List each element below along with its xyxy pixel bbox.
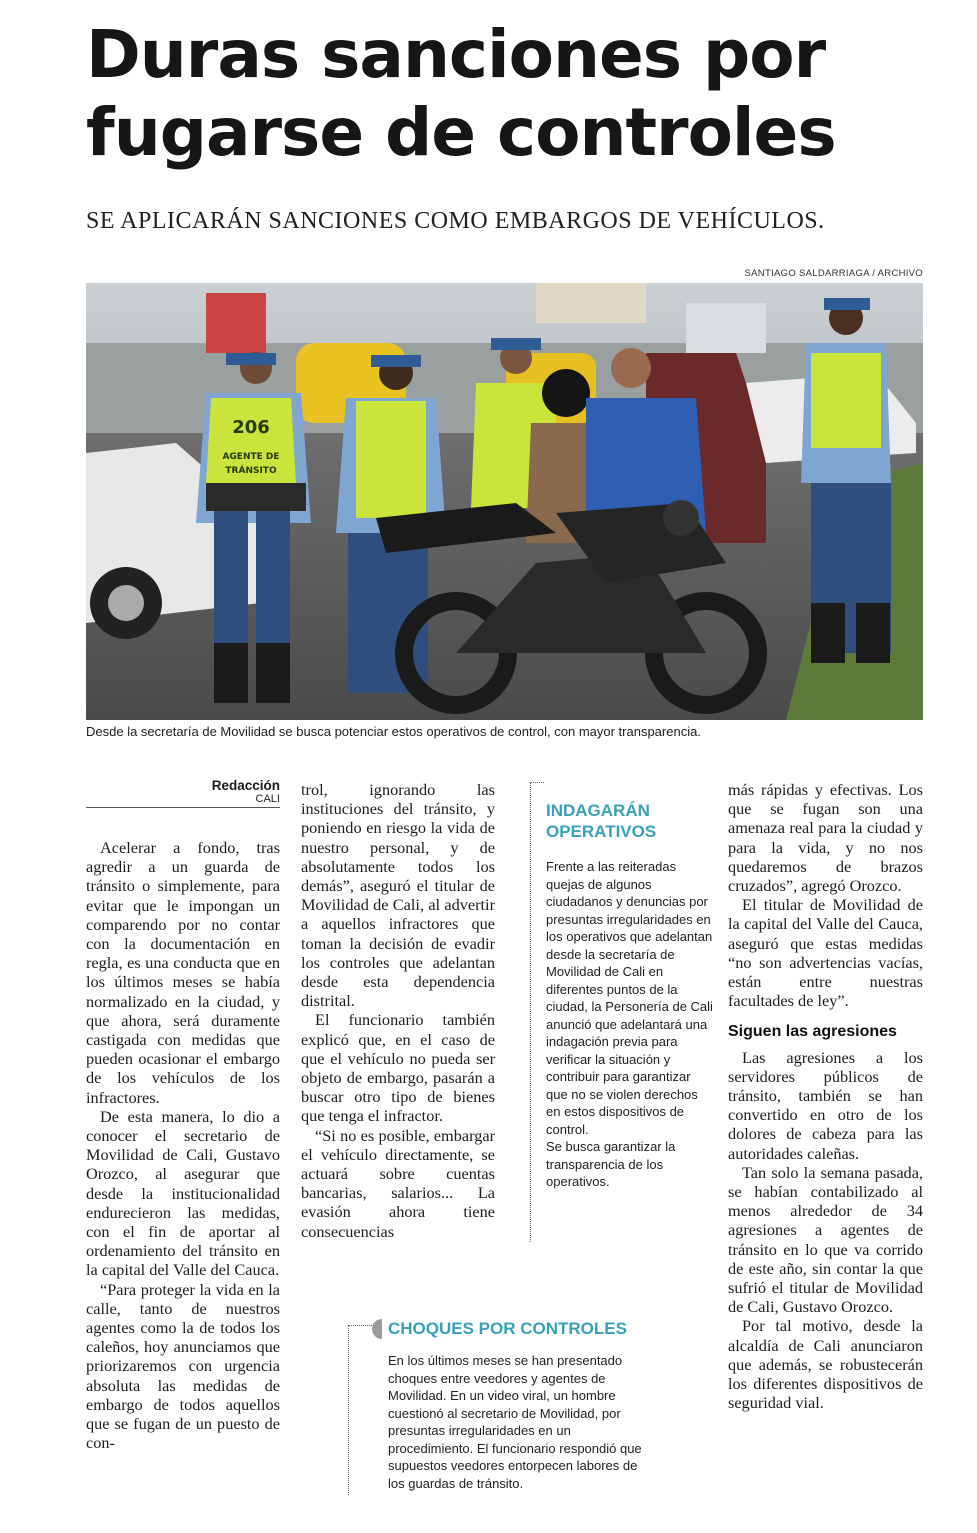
box-divider xyxy=(530,782,544,783)
byline xyxy=(86,778,280,808)
headline-line-2: fugarse de controles xyxy=(86,94,836,171)
sidebar-title-line-2: OPERATIVOS xyxy=(546,822,657,841)
sidebar-paragraph: Frente a las reiteradas quejas de algunos ciudadanos y denuncias por presuntas irregularidades en los operativos que adelantan desde la secretaría de Movilidad de Cali en diferentes puntos de la ciudad, la Personería de Cali anunció que adelantará una indagación previa para verificar la situación y contribuir para garantizar que no se violen derechos en estos dispositivos de control. xyxy=(546,859,713,1137)
article-paragraph: “Si no es posible, embargar el vehículo directamente, se actuará sobre cuentas bancarias, salarios... La evasión ahora tiene consecuencias xyxy=(301,1125,495,1241)
article-paragraph: Por tal motivo, desde la alcaldía de Cali anunciaron que además, se robustecerán los diferentes dispositivos de seguridad vial. xyxy=(728,1316,923,1413)
sidebar-indagaran-text xyxy=(546,858,714,1191)
article-paragraph: De esta manera, lo dio a conocer el secretario de Movilidad de Cali, Gustavo Orozco, al asegurar que desde la institucionalidad endurecieron las medidas, con el fin de aportar al ordenamiento del tránsito en la capital del Valle del Cauca. xyxy=(86,1106,280,1280)
box-divider xyxy=(348,1325,349,1495)
traffic-checkpoint-illustration xyxy=(86,283,923,720)
photo-caption: Desde la secretaría de Movilidad se busca potenciar estos operativos de control, con mayor transparencia. xyxy=(86,724,701,739)
article-paragraph: más rápidas y efectivas. Los que se fugan son una amenaza real para la ciudad y para la vida, y no nos quedaremos de brazos cruzados”, agregó Orozco. xyxy=(728,780,923,896)
sidebar-choques-title: CHOQUES POR CONTROLES xyxy=(388,1319,627,1338)
article-column-1 xyxy=(86,838,280,1453)
sidebar-choques xyxy=(388,1318,688,1492)
article-paragraph: Acelerar a fondo, tras agredir a un guarda de tránsito o simplemente, para evitar que le impongan un comparendo por no contar con la documentación en regla, es una conducta que en los últimos meses se había normalizado en la ciudad, y que ahora, será duramente castigada con medidas que pueden ocasionar el embargo de los vehículos de los infractores. xyxy=(86,838,280,1107)
article-paragraph: El funcionario también explicó que, en el caso de que el vehículo no pueda ser objeto de embargo, pasarán a buscar otro tipo de bienes que tenga el infractor. xyxy=(301,1010,495,1126)
sidebar-paragraph: En los últimos meses se han presentado choques entre veedores y agentes de Movilidad. En un video viral, un hombre cuestionó al secretario de Movilidad, por presuntas irregularidades en un procedimiento. El funcionario respondió que supuestos veedores entorpecen labores de los guardas de tránsito. xyxy=(388,1353,642,1491)
sidebar-title-line-1: INDAGARÁN xyxy=(546,801,650,820)
article-paragraph: Las agresiones a los servidores públicos de tránsito, también se han convertido en otro de los dolores de cabeza para las autoridades caleñas. xyxy=(728,1047,923,1163)
box-divider xyxy=(348,1325,372,1326)
sidebar-indagaran xyxy=(546,800,714,1191)
sidebar-paragraph: Se busca garantizar la transparencia de los operativos. xyxy=(546,1139,676,1189)
headline-line-1: Duras sanciones por xyxy=(86,16,826,93)
byline-author: Redacción xyxy=(211,778,280,793)
news-photo xyxy=(86,283,923,720)
box-divider xyxy=(530,782,531,1242)
article-paragraph: Tan solo la semana pasada, se habían contabilizado al menos alrededor de 34 agresiones a agentes de tránsito en lo que va corrido de este año, sin contar la que sufrió el titular de Movilidad de Cali, Gustavo Orozco. xyxy=(728,1162,923,1317)
article-column-4 xyxy=(728,780,923,1413)
article-paragraph: trol, ignorando las instituciones del tránsito, y poniendo en riesgo la vida de nuestro personal, y de absolutamente todos los demás”, aseguró el titular de Movilidad de Cali, al advertir a aquellos infractores que toman la decisión de evadir los controles que adelantan desde esta dependencia distrital. xyxy=(301,780,495,1011)
article-paragraph: “Para proteger la vida en la calle, tanto de nuestros agentes como la de todos los caleños, hoy anunciamos que priorizaremos con urgencia absoluta las medidas de embargo de todos aquellos que se fugan de un puesto de con- xyxy=(86,1279,280,1453)
vest-number: 206 xyxy=(232,417,270,438)
article-column-2 xyxy=(301,780,495,1241)
deck-subtitle: SE APLICARÁN SANCIONES COMO EMBARGOS DE VEHÍCULOS. xyxy=(86,208,825,234)
vest-text-1: AGENTE DE xyxy=(222,452,280,462)
box-marker xyxy=(372,1319,382,1339)
sidebar-choques-text xyxy=(388,1352,650,1492)
photo-credit: SANTIAGO SALDARRIAGA / ARCHIVO xyxy=(744,268,923,279)
article-paragraph: El titular de Movilidad de la capital del Valle del Cauca, aseguró que estas medidas “no son advertencias vacías, están entre nuestras facultades de ley”. xyxy=(728,895,923,1011)
headline xyxy=(86,16,956,172)
vest-text-2: TRÁNSITO xyxy=(225,466,277,476)
sidebar-indagaran-title xyxy=(546,800,714,842)
byline-place: CALI xyxy=(86,793,280,808)
subheading: Siguen las agresiones xyxy=(728,1023,897,1041)
